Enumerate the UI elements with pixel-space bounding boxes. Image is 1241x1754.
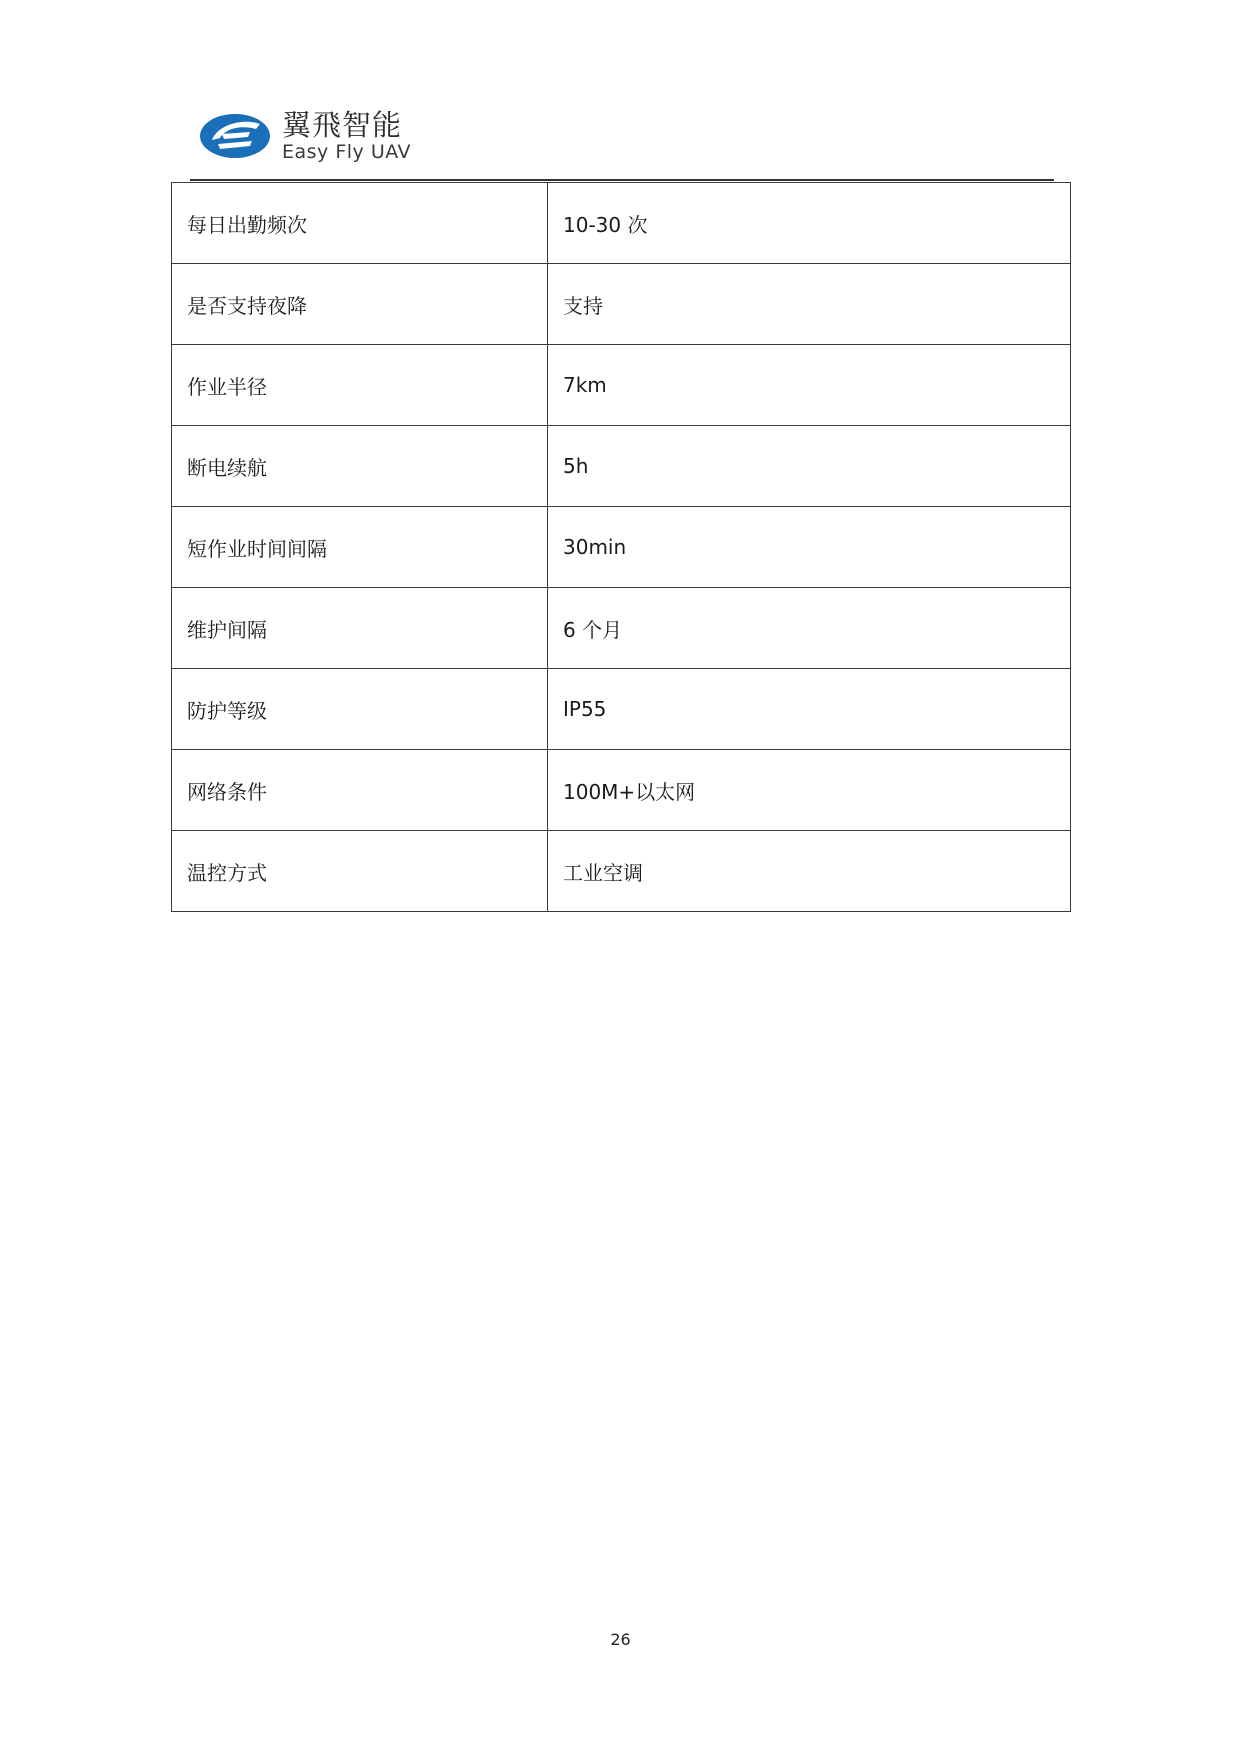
spec-value-cell: IP55 [548, 669, 1071, 750]
spec-value-cell: 7km [548, 345, 1071, 426]
spec-value-cell: 10-30 次 [548, 183, 1071, 264]
table-row [172, 507, 1071, 588]
spec-label-cell: 网络条件 [172, 750, 548, 831]
spec-value-cell: 30min [548, 507, 1071, 588]
page-number: 26 [610, 1630, 631, 1649]
easy-fly-logo-icon [198, 110, 272, 162]
table-row [172, 264, 1071, 345]
spec-value-cell: 工业空调 [548, 831, 1071, 912]
header-divider [190, 179, 1054, 181]
logo-name-en: Easy Fly UAV [282, 140, 412, 163]
spec-label-cell: 每日出勤频次 [172, 183, 548, 264]
spec-label-cell: 作业半径 [172, 345, 548, 426]
spec-label-cell: 维护间隔 [172, 588, 548, 669]
table-row [172, 750, 1071, 831]
table-row [172, 426, 1071, 507]
spec-table-body [172, 183, 1071, 912]
spec-label-cell: 断电续航 [172, 426, 548, 507]
logo-wordmark [282, 107, 412, 163]
logo-name-cn: 翼飛智能 [282, 107, 403, 142]
table-row [172, 345, 1071, 426]
spec-value-cell: 支持 [548, 264, 1071, 345]
header-logo [198, 108, 411, 164]
table-row [172, 588, 1071, 669]
table-row [172, 669, 1071, 750]
table-row [172, 831, 1071, 912]
spec-label-cell: 是否支持夜降 [172, 264, 548, 345]
spec-label-cell: 短作业时间间隔 [172, 507, 548, 588]
spec-table [171, 182, 1071, 912]
spec-value-cell: 5h [548, 426, 1071, 507]
spec-label-cell: 温控方式 [172, 831, 548, 912]
table-row [172, 183, 1071, 264]
spec-value-cell: 6 个月 [548, 588, 1071, 669]
spec-label-cell: 防护等级 [172, 669, 548, 750]
spec-value-cell: 100M+以太网 [548, 750, 1071, 831]
